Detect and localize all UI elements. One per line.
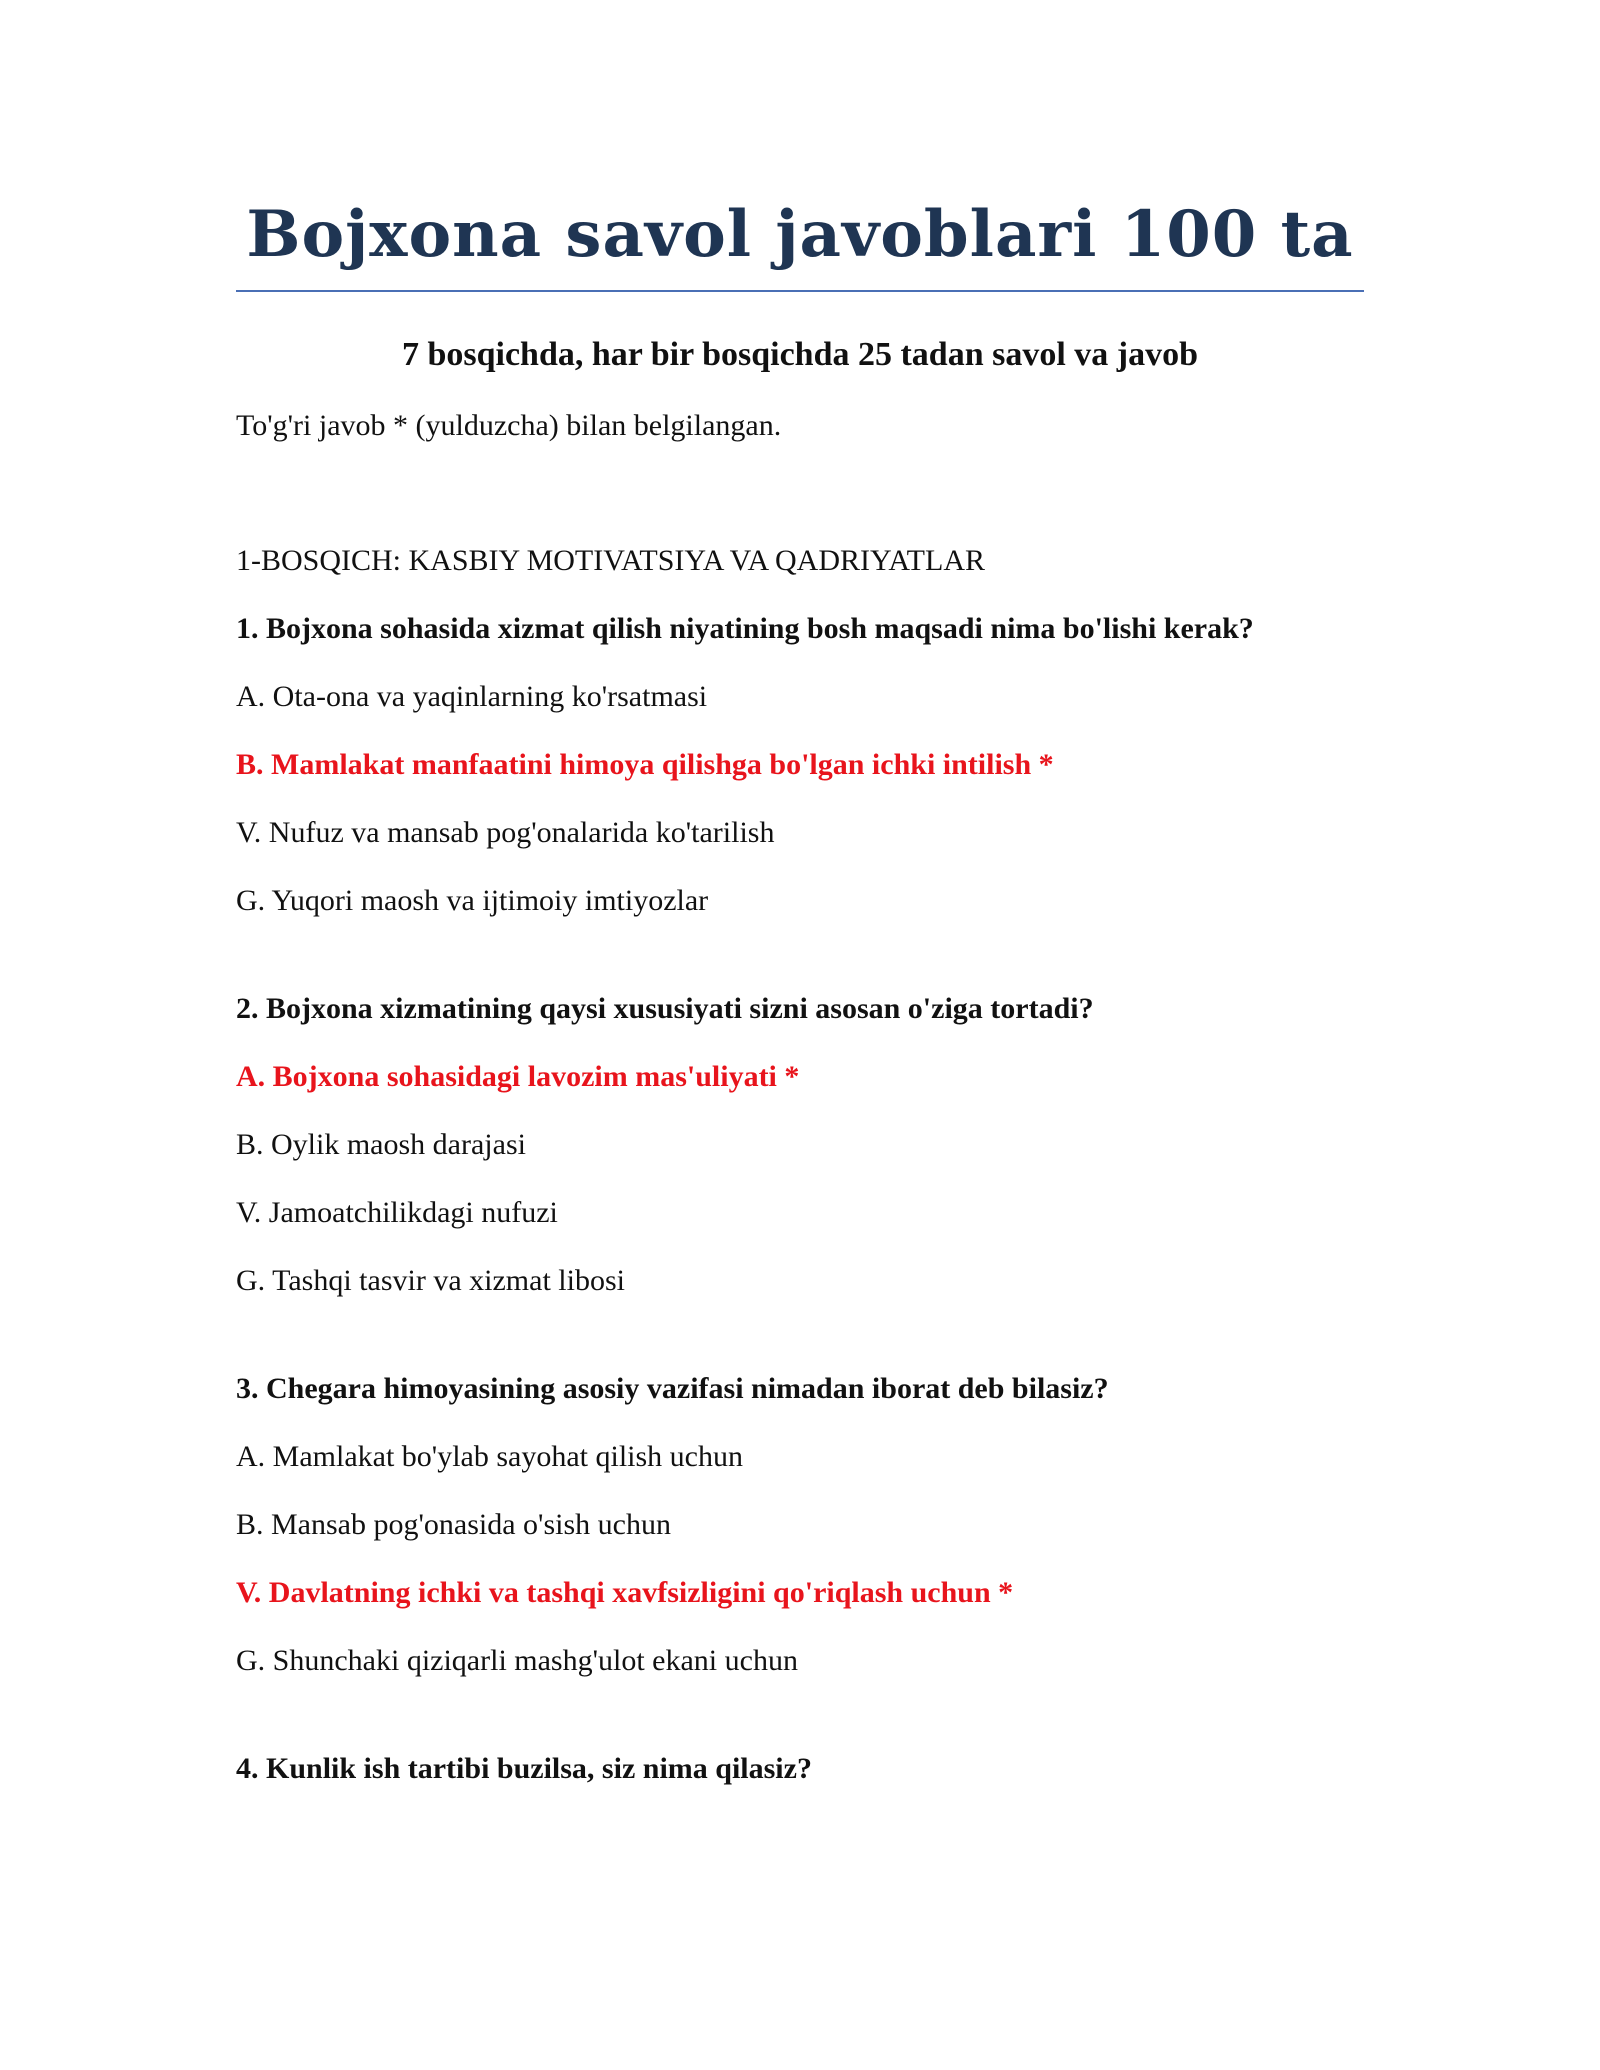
answer-key-note: To'g'ri javob * (yulduzcha) bilan belgilangan.: [236, 409, 782, 442]
question-block: [236, 989, 1376, 1301]
answer-option: B. Mansab pog'onasida o'sish uchun: [236, 1508, 671, 1541]
question-block: [236, 1369, 1376, 1681]
document-title: Bojxona savol javoblari 100 ta: [246, 197, 1354, 272]
question-block: [236, 609, 1376, 921]
answer-option: A. Ota-ona va yaqinlarning ko'rsatmasi: [236, 680, 708, 713]
answer-option: G. Shunchaki qiziqarli mashg'ulot ekani uchun: [236, 1644, 798, 1677]
document-subtitle: 7 bosqichda, har bir bosqichda 25 tadan savol va javob: [401, 336, 1199, 373]
question-block: [236, 1749, 1376, 1789]
question-text: 4. Kunlik ish tartibi buzilsa, siz nima qilasiz?: [236, 1752, 812, 1785]
answer-option-correct: B. Mamlakat manfaatini himoya qilishga bo'lgan ichki intilish *: [236, 748, 1054, 781]
answer-option-correct: V. Davlatning ichki va tashqi xavfsizligini qo'riqlash uchun *: [236, 1576, 1014, 1609]
question-text: 2. Bojxona xizmatining qaysi xususiyati sizni asosan o'ziga tortadi?: [236, 992, 1094, 1025]
answer-option-correct: A. Bojxona sohasidagi lavozim mas'uliyati *: [236, 1060, 800, 1093]
answer-option: B. Oylik maosh darajasi: [236, 1128, 526, 1161]
answer-option: V. Jamoatchilikdagi nufuzi: [236, 1196, 558, 1229]
answer-option: V. Nufuz va mansab pog'onalarida ko'tarilish: [236, 816, 775, 849]
question-list: [236, 609, 1376, 1857]
stage-heading: 1-BOSQICH: KASBIY MOTIVATSIYA VA QADRIYATLAR: [236, 544, 985, 577]
title-divider: [236, 290, 1364, 292]
question-text: 3. Chegara himoyasining asosiy vazifasi nimadan iborat deb bilasiz?: [236, 1372, 1109, 1405]
answer-option: G. Tashqi tasvir va xizmat libosi: [236, 1264, 625, 1297]
answer-option: G. Yuqori maosh va ijtimoiy imtiyozlar: [236, 884, 709, 917]
question-text: 1. Bojxona sohasida xizmat qilish niyatining bosh maqsadi nima bo'lishi kerak?: [236, 612, 1254, 645]
answer-option: A. Mamlakat bo'ylab sayohat qilish uchun: [236, 1440, 743, 1473]
